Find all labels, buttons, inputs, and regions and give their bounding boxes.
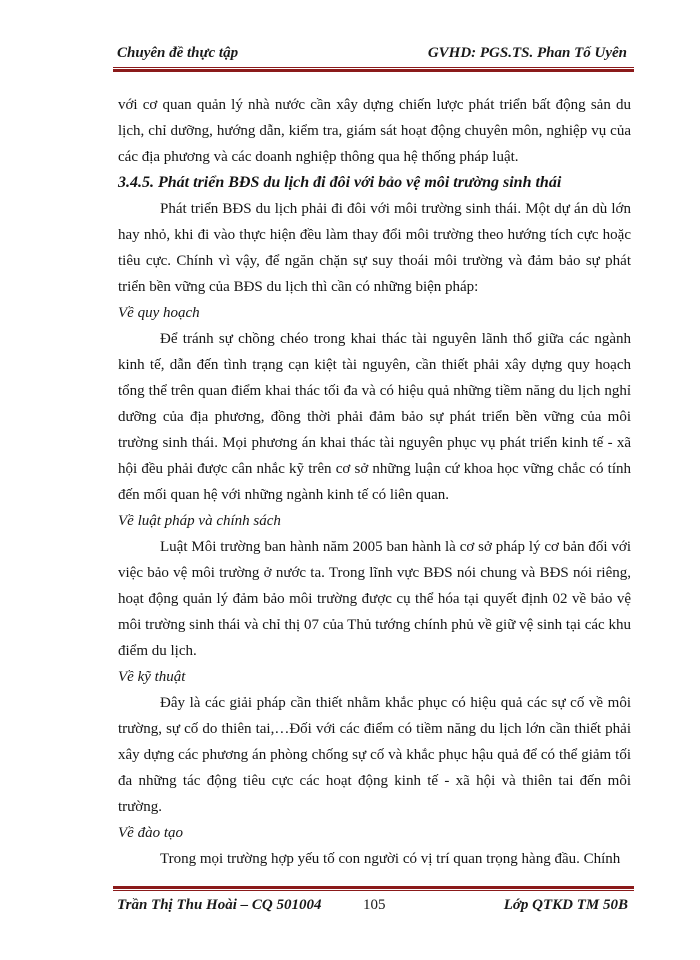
footer-rule-thick bbox=[113, 886, 634, 889]
paragraph: Đây là các giải pháp cần thiết nhằm khắc phục có hiệu quả các sự cố về môi trường, sự cố do thiên tai,…Đối với các điểm có tiềm năng du lịch lớn cần thiết phải xây dựng các phương án phòng chống sự cố và khắc phục hậu quả để có thể giảm tối đa những tác động tiêu cực các hoạt động kinh tế - xã hội và thiên tai đến môi trường. bbox=[118, 695, 631, 815]
footer-author: Trần Thị Thu Hoài – CQ 501004 bbox=[117, 897, 322, 913]
subheading-planning: Về quy hoạch bbox=[118, 305, 200, 321]
paragraph: Luật Môi trường ban hành năm 2005 ban hành là cơ sở pháp lý cơ bản đối với việc bảo vệ môi trường ở nước ta. Trong lĩnh vực BĐS nói chung và BĐS nói riêng, hoạt động quản lý đảm bảo môi trường được cụ thể hóa tại quyết định 02 về bảo vệ môi trường sinh thái và chỉ thị 07 của Thủ tướng chính phủ về giữ vệ sinh tại các khu điểm du lịch. bbox=[118, 539, 631, 659]
page-number: 105 bbox=[363, 897, 386, 913]
subheading-technical: Về kỹ thuật bbox=[118, 669, 186, 685]
header-rule-thick bbox=[113, 69, 634, 72]
paragraph: Để tránh sự chồng chéo trong khai thác tài nguyên lãnh thổ giữa các ngành kinh tế, dẫn đến tình trạng cạn kiệt tài nguyên, cần thiết phải xây dựng quy hoạch tổng thể trên quan điểm khai thác tối đa và có hiệu quả những tiềm năng du lịch nghỉ dưỡng của địa phương, đồng thời phải đảm bảo sự phát triển bền vững của môi trường sinh thái. Mọi phương án khai thác tài nguyên phục vụ phát triển kinh tế - xã hội đều phải được cân nhắc kỹ trên cơ sở những luận cứ khoa học vững chắc có tính đến mối quan hệ với những ngành kinh tế có liên quan. bbox=[118, 331, 631, 503]
page-header bbox=[113, 42, 633, 66]
header-supervisor: GVHD: PGS.TS. Phan Tố Uyên bbox=[427, 45, 627, 61]
subheading-training: Về đào tạo bbox=[118, 825, 183, 841]
footer-class: Lớp QTKD TM 50B bbox=[503, 897, 628, 913]
header-title: Chuyên đề thực tập bbox=[117, 45, 239, 61]
paragraph: với cơ quan quản lý nhà nước cần xây dựng chiến lược phát triển bất động sản du lịch, chỉ dưỡng, hướng dẫn, kiểm tra, giám sát hoạt động chuyên môn, nghiệp vụ của các địa phương và các doanh nghiệp thông qua hệ thống pháp luật. bbox=[118, 97, 631, 165]
paragraph: Phát triển BĐS du lịch phải đi đôi với môi trường sinh thái. Một dự án dù lớn hay nhỏ, khi đi vào thực hiện đều làm thay đổi môi trường theo hướng tích cực hoặc tiêu cực. Chính vì vậy, để ngăn chặn sự suy thoái môi trường và đảm bảo sự phát triển bền vững của BĐS du lịch thì cần có những biện pháp: bbox=[118, 201, 631, 295]
footer-rule-thin bbox=[113, 890, 634, 891]
subheading-law-policy: Về luật pháp và chính sách bbox=[118, 513, 281, 529]
paragraph: Trong mọi trường hợp yếu tố con người có vị trí quan trọng hàng đầu. Chính bbox=[160, 851, 621, 867]
header-rule-thin bbox=[113, 67, 634, 68]
document-body bbox=[118, 92, 631, 872]
page-footer bbox=[113, 893, 634, 917]
section-heading: 3.4.5. Phát triển BĐS du lịch đi đôi với bảo vệ môi trường sinh thái bbox=[118, 174, 562, 191]
